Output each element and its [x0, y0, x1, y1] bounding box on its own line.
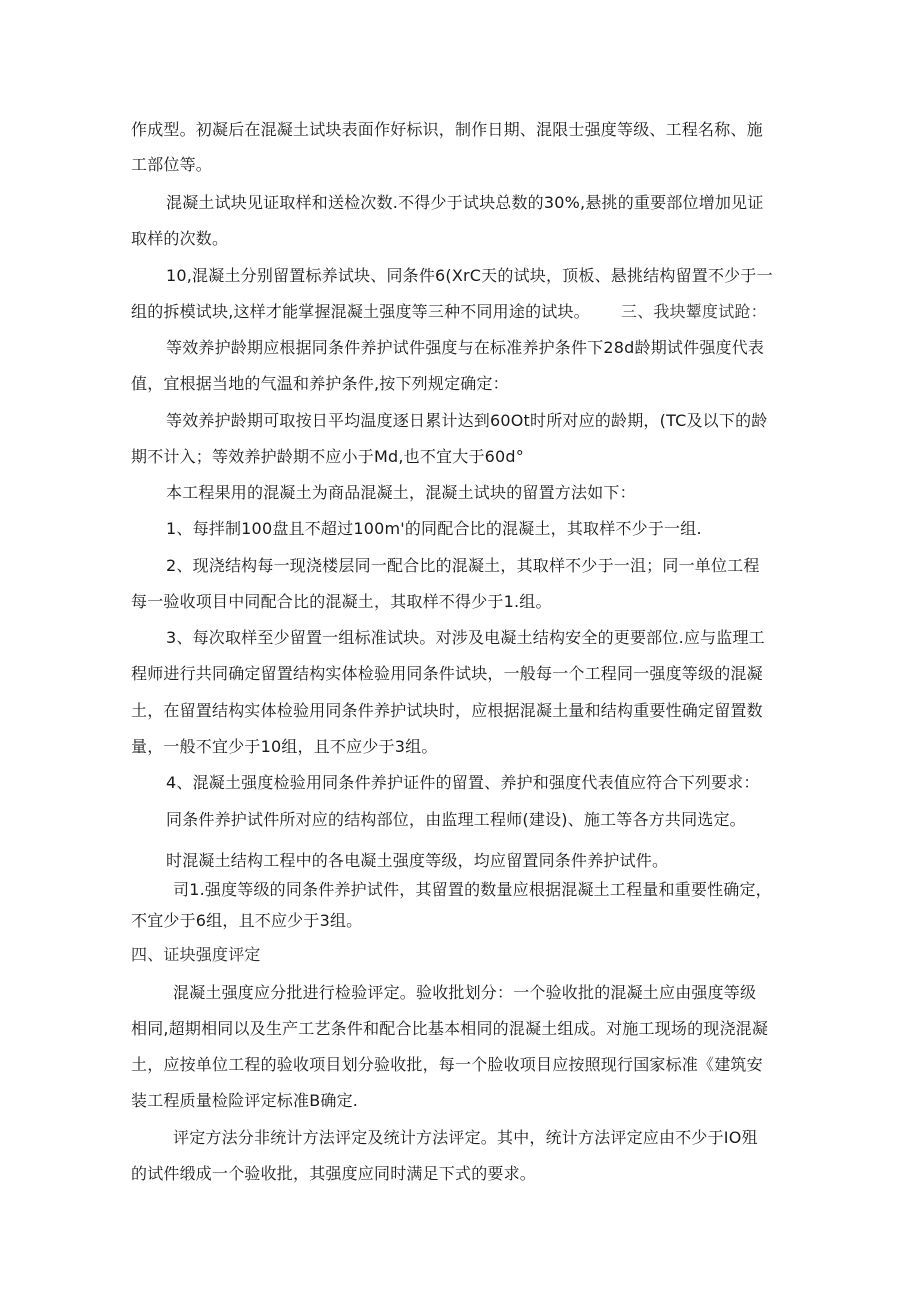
text-line: 1、每拌制100盘且不超过100m'的同配合比的混凝土，其取样不少于一组.	[166, 519, 702, 538]
text-line: 等效养护龄期应根据同条件养护试件强度与在标准养护条件下28d龄期试件强度代表	[166, 338, 765, 357]
text-line: 司1.强度等级的同条件养护试件，其留置的数量应根据混凝土工程量和重要性确定，	[173, 880, 772, 899]
text-line: 量，一般不宜少于10组，且不应少于3组。	[131, 737, 438, 756]
text-line: 工部位等。	[131, 155, 213, 174]
text-line: 等效养护龄期可取按日平均温度逐日累计达到60Ot时所对应的龄期，(TC及以下的龄	[166, 411, 768, 430]
text-line: 土，应按单位工程的验收项目划分验收批，每一个脸收项目应按照现行国家标准《建筑安	[131, 1055, 763, 1074]
text-line: 组的拆模试块,这样才能掌握混凝土强度等三种不同用途的试块。	[131, 302, 590, 321]
text-line: 土，在留置结构实体检验用同条件养护试块时，应根据混凝土量和结构重要性确定留置数	[131, 701, 763, 720]
text-line: 10,混凝土分别留置标养试块、同条件6(XrC天的试块，顶板、悬挑结构留置不少于一	[166, 266, 773, 285]
text-line: 3、每次取样至少留置一组标准试块。对涉及电凝土结构安全的更要部位.应与监理工	[166, 628, 765, 647]
text-line: 期不计入；等效养护龄期不应小于Md,也不宜大于60d°	[131, 447, 524, 466]
text-line: 评定方法分非统计方法评定及统计方法评定。其中，统计方法评定应由不少于IO殂	[173, 1128, 758, 1147]
text-line: 4、混凝土强度检验用同条件养护证件的留置、养护和强度代表值应符合下列要求：	[166, 773, 760, 792]
text-line: 每一验收项目中同配合比的混凝土，其取样不得少于1.组。	[131, 592, 552, 611]
text-line: 混凝土强度应分批进行检验评定。验收批划分：一个验收批的混凝土应由强度等级	[173, 983, 757, 1002]
text-line: 值，宜根据当地的气温和养护条件,按下列规定确定：	[131, 374, 509, 393]
text-line: 取样的次数。	[131, 229, 229, 248]
text-line: 装工程质量检险评定标准B确定.	[131, 1091, 359, 1110]
text-line: 程师进行共同确定留置结构实体检验用同条件试块，一般每一个工程同一强度等级的混凝	[131, 664, 763, 683]
text-line: 时混凝土结构工程中的各电凝土强度等级，均应留置同条件养护试件。	[166, 851, 669, 870]
text-line: 作成型。初凝后在混凝土试块表面作好标识，制作日期、混限士强度等级、工程名称、施	[131, 120, 763, 139]
text-line: 混凝土试块见证取样和送检次数.不得少于试块总数的30%,悬挑的重要部位增加见证	[166, 193, 764, 212]
text-line: 同条件养护试件所对应的结构部位，由监理工程师(建设)、施工等各方共同选定。	[166, 810, 746, 829]
text-line: 2、现浇结构每一现浇楼层同一配合比的混凝土，其取样不少于一沮；同一单位工程	[166, 556, 760, 575]
text-line: 本工程果用的混凝土为商品混凝土，混凝土试块的留置方法如下：	[166, 483, 636, 502]
text-line: 不宜少于6组，且不应少于3组。	[131, 911, 363, 930]
text-line: 相同,超期相同以及生产工艺条件和配合比基本相同的混凝土组成。对施工现场的现浇混凝	[131, 1019, 769, 1038]
section-heading-3: 三、我块颦度试跄：	[621, 302, 767, 321]
text-line: 的试件缎成一个验收批，其强度应同时满足下式的要求。	[131, 1164, 537, 1183]
section-heading-4: 四、证块强度评定	[131, 945, 261, 964]
